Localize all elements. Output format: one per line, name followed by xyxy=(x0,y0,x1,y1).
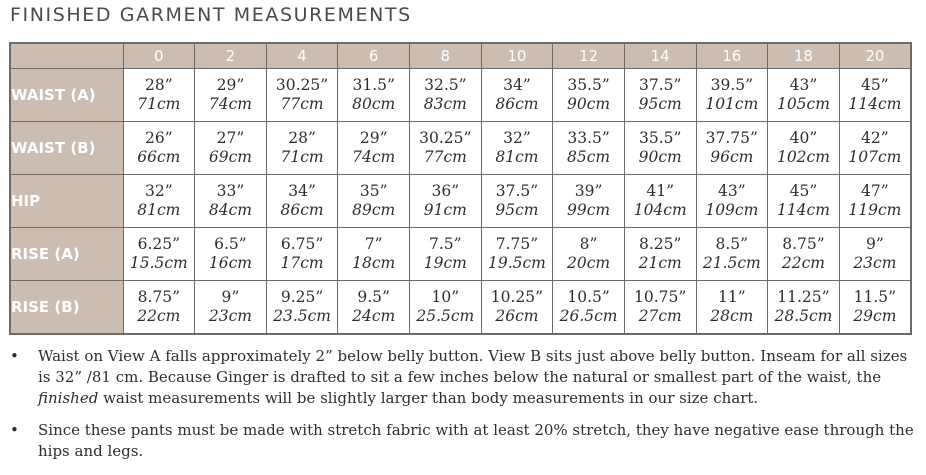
inch-value: 39” xyxy=(574,182,603,200)
measurement-cell xyxy=(553,175,625,228)
inch-value: 6.5” xyxy=(214,235,247,253)
cm-value: 91cm xyxy=(423,201,467,219)
cm-value: 15.5cm xyxy=(129,254,188,272)
note-text: waist measurements will be slightly larger than body measurements in our size chart. xyxy=(98,389,759,407)
measurement-cell xyxy=(410,281,482,335)
cm-value: 84cm xyxy=(208,201,252,219)
cm-value: 107cm xyxy=(848,148,902,166)
inch-value: 43” xyxy=(789,76,818,94)
inch-value: 7.5” xyxy=(429,235,462,253)
cm-value: 24cm xyxy=(352,307,396,325)
measurement-cell xyxy=(266,122,338,175)
inch-value: 43” xyxy=(717,182,746,200)
measurement-cell xyxy=(266,175,338,228)
measurement-cell xyxy=(624,228,696,281)
cm-value: 21cm xyxy=(638,254,682,272)
table-row xyxy=(10,228,911,281)
inch-value: 7.75” xyxy=(495,235,539,253)
bullet-icon: • xyxy=(10,421,19,439)
inch-value: 33” xyxy=(216,182,245,200)
measurement-cell xyxy=(195,69,267,122)
cm-value: 26cm xyxy=(495,307,539,325)
inch-value: 39.5” xyxy=(710,76,754,94)
measurement-cell xyxy=(195,175,267,228)
cm-value: 71cm xyxy=(137,95,181,113)
cm-value: 99cm xyxy=(567,201,611,219)
cm-value: 77cm xyxy=(280,95,324,113)
cm-value: 71cm xyxy=(280,148,324,166)
cm-value: 23cm xyxy=(208,307,252,325)
header-corner xyxy=(10,43,123,69)
size-header: 4 xyxy=(266,43,338,69)
measurement-cell xyxy=(624,69,696,122)
inch-value: 45” xyxy=(861,76,889,94)
table-row xyxy=(10,69,911,122)
size-header: 16 xyxy=(696,43,768,69)
measurement-cell xyxy=(481,69,553,122)
measurement-cell xyxy=(696,175,768,228)
size-header: 0 xyxy=(123,43,195,69)
row-label: RISE (A) xyxy=(10,228,123,281)
measurement-cell xyxy=(338,175,410,228)
cm-value: 23.5cm xyxy=(273,307,331,325)
inch-value: 32” xyxy=(144,182,173,200)
table-row xyxy=(10,122,911,175)
measurement-cell xyxy=(481,122,553,175)
inch-value: 47” xyxy=(861,182,889,200)
cm-value: 86cm xyxy=(495,95,539,113)
note-emphasis: finished xyxy=(38,389,99,407)
inch-value: 11” xyxy=(717,288,746,306)
cm-value: 74cm xyxy=(208,95,252,113)
inch-value: 9.5” xyxy=(357,288,390,306)
measurement-cell xyxy=(266,228,338,281)
measurement-cell xyxy=(481,228,553,281)
cm-value: 90cm xyxy=(638,148,682,166)
measurement-cell xyxy=(123,281,195,335)
inch-value: 10.25” xyxy=(490,288,544,306)
measurement-cell xyxy=(195,228,267,281)
inch-value: 34” xyxy=(503,76,531,94)
note-item xyxy=(10,420,915,462)
inch-value: 37.5” xyxy=(638,76,682,94)
inch-value: 37.75” xyxy=(705,129,758,147)
inch-value: 28” xyxy=(288,129,316,147)
inch-value: 6.25” xyxy=(137,235,181,253)
inch-value: 31.5” xyxy=(352,76,395,94)
cm-value: 89cm xyxy=(352,201,396,219)
cm-value: 80cm xyxy=(352,95,396,113)
measurement-cell xyxy=(624,122,696,175)
measurement-cell xyxy=(123,175,195,228)
inch-value: 35” xyxy=(359,182,388,200)
inch-value: 29” xyxy=(216,76,245,94)
inch-value: 11.5” xyxy=(853,288,897,306)
inch-value: 10.5” xyxy=(567,288,610,306)
inch-value: 41” xyxy=(646,182,675,200)
measurement-cell xyxy=(553,228,625,281)
cm-value: 16cm xyxy=(208,254,252,272)
row-label: RISE (B) xyxy=(10,281,123,335)
cm-value: 28.5cm xyxy=(774,307,833,325)
measurement-cell xyxy=(481,281,553,335)
measurement-cell xyxy=(768,228,840,281)
inch-value: 34” xyxy=(288,182,316,200)
cm-value: 18cm xyxy=(352,254,396,272)
inch-value: 9” xyxy=(221,288,240,306)
measurement-cell xyxy=(624,281,696,335)
inch-value: 30.25” xyxy=(275,76,329,94)
inch-value: 30.25” xyxy=(419,129,472,147)
size-header: 18 xyxy=(768,43,840,69)
measurement-cell xyxy=(410,122,482,175)
page-title: FINISHED GARMENT MEASUREMENTS xyxy=(10,4,412,26)
inch-value: 36” xyxy=(431,182,460,200)
inch-value: 33.5” xyxy=(567,129,610,147)
measurement-cell xyxy=(768,281,840,335)
cm-value: 19.5cm xyxy=(487,254,546,272)
cm-value: 90cm xyxy=(567,95,611,113)
cm-value: 83cm xyxy=(423,95,467,113)
measurement-cell xyxy=(768,122,840,175)
inch-value: 45” xyxy=(789,182,818,200)
cm-value: 17cm xyxy=(280,254,324,272)
measurement-cell xyxy=(195,281,267,335)
measurement-cell xyxy=(839,69,911,122)
measurement-cell xyxy=(338,228,410,281)
measurement-cell xyxy=(338,122,410,175)
measurement-cell xyxy=(624,175,696,228)
inch-value: 32” xyxy=(503,129,531,147)
measurement-cell xyxy=(123,122,195,175)
table-row xyxy=(10,281,911,335)
cm-value: 77cm xyxy=(423,148,467,166)
measurement-cell xyxy=(123,228,195,281)
measurement-cell xyxy=(839,228,911,281)
inch-value: 37.5” xyxy=(495,182,539,200)
inch-value: 7” xyxy=(364,235,383,253)
cm-value: 22cm xyxy=(781,254,825,272)
cm-value: 21.5cm xyxy=(702,254,761,272)
measurement-table xyxy=(9,42,912,335)
measurement-cell xyxy=(338,281,410,335)
measurement-cell xyxy=(768,175,840,228)
measurement-cell xyxy=(338,69,410,122)
inch-value: 8.75” xyxy=(137,288,181,306)
measurement-cell xyxy=(839,281,911,335)
inch-value: 10.75” xyxy=(634,288,687,306)
cm-value: 69cm xyxy=(208,148,252,166)
table-row xyxy=(10,175,911,228)
cm-value: 104cm xyxy=(633,201,687,219)
measurement-cell xyxy=(553,69,625,122)
measurement-cell xyxy=(839,122,911,175)
measurement-cell xyxy=(481,175,553,228)
cm-value: 20cm xyxy=(567,254,611,272)
measurement-cell xyxy=(768,69,840,122)
size-header: 6 xyxy=(338,43,410,69)
inch-value: 40” xyxy=(789,129,818,147)
inch-value: 8” xyxy=(579,235,598,253)
cm-value: 19cm xyxy=(423,254,467,272)
measurement-cell xyxy=(696,228,768,281)
measurement-cell xyxy=(410,69,482,122)
cm-value: 26.5cm xyxy=(559,307,618,325)
cm-value: 114cm xyxy=(776,201,830,219)
row-label: HIP xyxy=(10,175,123,228)
inch-value: 35.5” xyxy=(638,129,682,147)
inch-value: 27” xyxy=(216,129,245,147)
cm-value: 95cm xyxy=(495,201,539,219)
measurement-cell xyxy=(123,69,195,122)
size-header: 20 xyxy=(839,43,911,69)
notes-list xyxy=(10,346,915,473)
measurement-cell xyxy=(553,281,625,335)
inch-value: 8.25” xyxy=(638,235,682,253)
measurement-cell xyxy=(696,281,768,335)
measurement-cell xyxy=(696,122,768,175)
bullet-icon: • xyxy=(10,347,19,365)
note-text: Since these pants must be made with stretch fabric with at least 20% stretch, they have negative ease through the hips and legs. xyxy=(38,421,914,460)
cm-value: 105cm xyxy=(776,95,830,113)
size-header-row xyxy=(10,43,911,69)
measurement-cell xyxy=(195,122,267,175)
cm-value: 101cm xyxy=(705,95,759,113)
inch-value: 8.75” xyxy=(782,235,825,253)
cm-value: 81cm xyxy=(495,148,539,166)
cm-value: 23cm xyxy=(853,254,897,272)
inch-value: 8.5” xyxy=(715,235,749,253)
size-header: 2 xyxy=(195,43,267,69)
inch-value: 35.5” xyxy=(567,76,610,94)
inch-value: 32.5” xyxy=(424,76,467,94)
inch-value: 42” xyxy=(861,129,889,147)
size-header: 10 xyxy=(481,43,553,69)
cm-value: 25.5cm xyxy=(416,307,475,325)
cm-value: 95cm xyxy=(638,95,682,113)
cm-value: 102cm xyxy=(776,148,830,166)
cm-value: 22cm xyxy=(137,307,181,325)
measurement-cell xyxy=(553,122,625,175)
inch-value: 6.75” xyxy=(280,235,324,253)
inch-value: 10” xyxy=(431,288,460,306)
cm-value: 28cm xyxy=(710,307,754,325)
cm-value: 74cm xyxy=(352,148,396,166)
measurement-cell xyxy=(696,69,768,122)
cm-value: 86cm xyxy=(280,201,324,219)
cm-value: 85cm xyxy=(567,148,611,166)
cm-value: 109cm xyxy=(705,201,759,219)
cm-value: 29cm xyxy=(853,307,897,325)
cm-value: 119cm xyxy=(848,201,902,219)
size-header: 14 xyxy=(624,43,696,69)
cm-value: 81cm xyxy=(137,201,181,219)
cm-value: 96cm xyxy=(710,148,754,166)
measurement-cell xyxy=(266,281,338,335)
size-header: 8 xyxy=(410,43,482,69)
size-header: 12 xyxy=(553,43,625,69)
cm-value: 66cm xyxy=(137,148,181,166)
inch-value: 9.25” xyxy=(280,288,324,306)
cm-value: 27cm xyxy=(638,307,682,325)
note-text: Waist on View A falls approximately 2” below belly button. View B sits just above belly button. Inseam for all sizes is 32” /81 cm. Because Ginger is drafted to sit a few inches below the natural or smallest part of the waist, the xyxy=(38,347,908,386)
measurement-cell xyxy=(410,228,482,281)
inch-value: 9” xyxy=(865,235,884,253)
inch-value: 11.25” xyxy=(777,288,830,306)
row-label: WAIST (B) xyxy=(10,122,123,175)
cm-value: 114cm xyxy=(848,95,902,113)
measurement-cell xyxy=(266,69,338,122)
inch-value: 29” xyxy=(359,129,388,147)
inch-value: 26” xyxy=(144,129,173,147)
inch-value: 28” xyxy=(144,76,173,94)
note-item xyxy=(10,346,915,409)
row-label: WAIST (A) xyxy=(10,69,123,122)
measurement-cell xyxy=(410,175,482,228)
measurement-cell xyxy=(839,175,911,228)
